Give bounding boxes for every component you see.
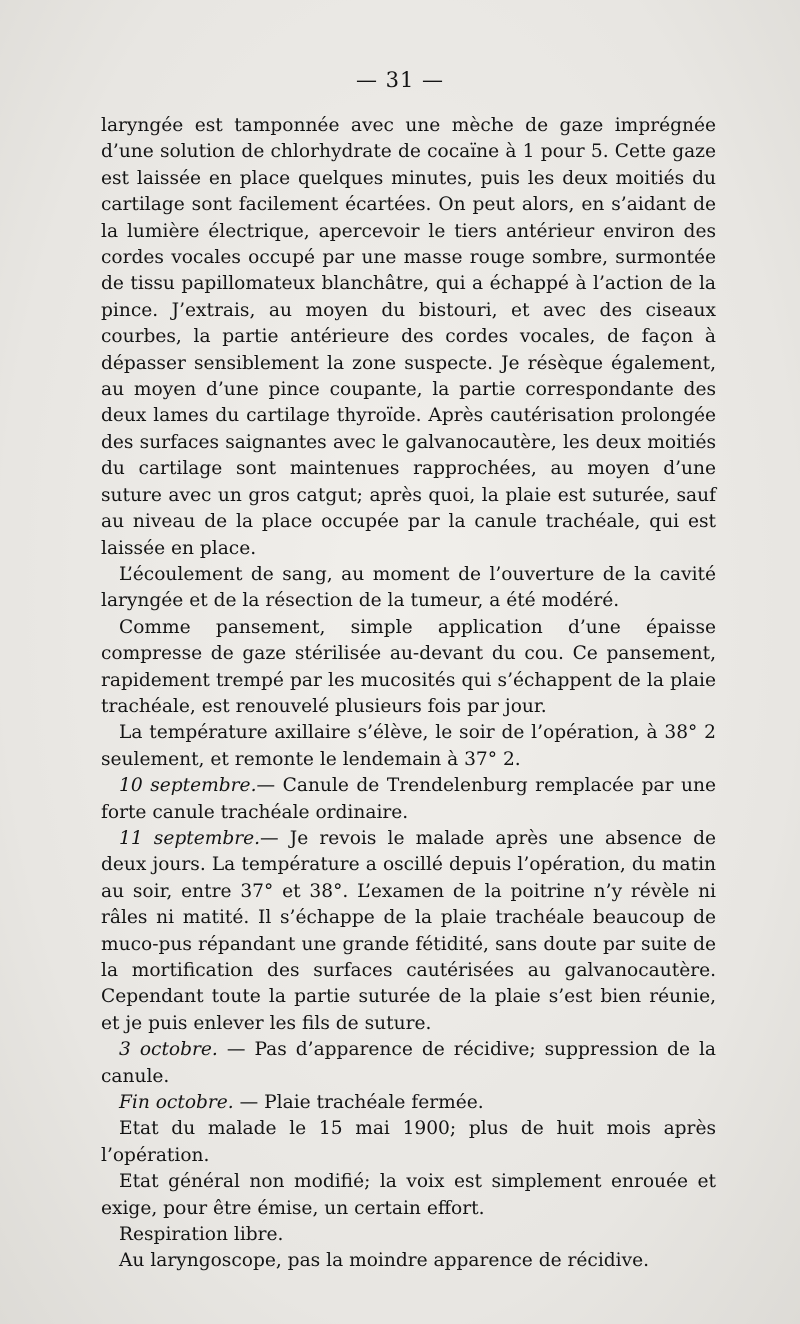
entry-date: 3 octobre. <box>119 1039 218 1061</box>
entry-date: 10 septembre. <box>119 775 257 797</box>
body-text <box>101 113 716 1275</box>
entry-text: — Pas d’apparence de récidive; suppression de la canule. <box>101 1039 716 1087</box>
paragraph-10: Etat général non modifié; la voix est simplement enrouée et exige, pour être émise, un certain effort. <box>101 1171 716 1219</box>
paragraph-4: La température axillaire s’élève, le soir de l’opération, à 38° 2 seulement, et remonte le lendemain à 37° 2. <box>101 722 716 770</box>
entry-text: — Je revois le malade après une absence de deux jours. La température a oscillé depuis l’opération, du matin au soir, entre 37° et 38°. L’examen de la poitrine n’y révèle ni râles ni matité. Il s’échappe de la plaie trachéale beaucoup de muco-pus répandant une grande fétidité, sans doute par suite de la mortification des surfaces cautérisées au galvanocautère. Cependant toute la partie suturée de la plaie s’est bien réunie, et je puis enlever les fils de suture. <box>101 827 716 1034</box>
entry-text: — Plaie trachéale fermée. <box>239 1092 484 1114</box>
entry-date: Fin octobre. <box>119 1092 234 1114</box>
paragraph-8 <box>101 1090 716 1116</box>
entry-date: 11 septembre. <box>119 827 261 849</box>
paragraph-1: laryngée est tamponnée avec une mèche de gaze imprégnée d’une solution de chlorhydrate de cocaïne à 1 pour 5. Cette gaze est laissée en place quelques minutes, puis les deux moitiés du cartilage sont facilement écartées. On peut alors, en s’aidant de la lumière électrique, apercevoir le tiers antérieur environ des cordes vocales occupé par une masse rouge sombre, surmontée de tissu papillomateux blanchâtre, qui a échappé à l’action de la pince. J’extrais, au moyen du bistouri, et avec des ciseaux courbes, la partie antérieure des cordes vocales, de façon à dépasser sensiblement la zone suspecte. Je résèque également, au moyen d’une pince coupante, la partie correspondante des deux lames du cartilage thyroïde. Après cautérisation prolongée des surfaces saignantes avec le galvanocautère, les deux moitiés du cartilage sont maintenues rapprochées, au moyen d’une suture avec un gros catgut; après quoi, la plaie est suturée, sauf au niveau de la place occupée par la canule trachéale, qui est laissée en place. <box>101 115 716 559</box>
paragraph-3: Comme pansement, simple application d’une épaisse compresse de gaze stérilisée au-devant du cou. Ce pansement, rapidement trempé par les mucosités qui s’échappent de la plaie trachéale, est renouvelé plusieurs fois par jour. <box>101 616 716 717</box>
paragraph-6 <box>101 826 716 1037</box>
entry-text: — Canule de Trendelenburg remplacée par une forte canule trachéale ordinaire. <box>101 775 716 823</box>
paragraph-11: Respiration libre. <box>119 1224 284 1246</box>
paragraph-5 <box>101 773 716 826</box>
page-number: — 31 — <box>355 68 445 92</box>
paragraph-7 <box>101 1037 716 1090</box>
paragraph-2: L’écoulement de sang, au moment de l’ouverture de la cavité laryngée et de la résection de la tumeur, a été modéré. <box>101 563 716 612</box>
paragraph-12: Au laryngoscope, pas la moindre apparence de récidive. <box>119 1250 650 1272</box>
paragraph-9: Etat du malade le 15 mai 1900; plus de huit mois après l’opération. <box>101 1118 716 1166</box>
